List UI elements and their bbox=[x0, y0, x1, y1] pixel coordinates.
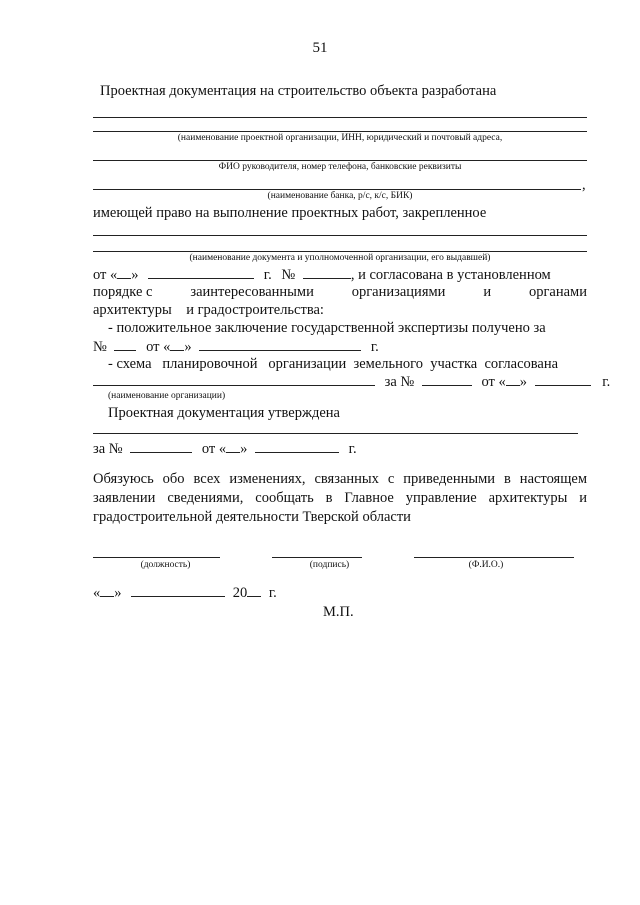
scheme-day-blank bbox=[506, 373, 520, 386]
caption-org: (наименование проектной организации, ИНН, юридический и почтовый адреса, bbox=[177, 133, 503, 143]
date-footer bbox=[93, 584, 277, 602]
expertise-number-label: № bbox=[93, 339, 107, 355]
day-blank bbox=[117, 266, 131, 279]
approved-day-blank bbox=[226, 440, 240, 453]
expertise-day-blank bbox=[170, 338, 184, 351]
order-word: и bbox=[483, 284, 492, 300]
name-signature-line bbox=[414, 557, 574, 558]
approved-year-label: г. bbox=[348, 441, 357, 457]
footer-century: 20 bbox=[232, 585, 248, 601]
org-name-line-2 bbox=[93, 131, 587, 132]
scheme-line bbox=[93, 373, 610, 391]
approved-number-label: за № bbox=[93, 441, 123, 457]
expertise-number-line bbox=[93, 338, 379, 356]
scheme-year-label: г. bbox=[602, 374, 611, 390]
scheme-text: - схема планировочной организации земельного участка согласована bbox=[108, 356, 559, 372]
position-signature-line bbox=[93, 557, 220, 558]
approved-month-blank bbox=[255, 440, 339, 453]
expertise-month-blank bbox=[199, 338, 361, 351]
document-line-2 bbox=[93, 251, 587, 252]
scheme-quote-close: » bbox=[519, 374, 528, 390]
caption-position: (должность) bbox=[140, 560, 191, 570]
expertise-quote-close: » bbox=[184, 339, 192, 355]
rights-text: имеющей право на выполнение проектных работ, закрепленное bbox=[93, 205, 487, 221]
scheme-number-label: за № bbox=[384, 374, 415, 390]
caption-document: (наименование документа и уполномоченной организации, его выдавшей) bbox=[189, 253, 491, 263]
order-word: организациями bbox=[351, 284, 446, 300]
number-blank bbox=[303, 266, 351, 279]
caption-signature: (подпись) bbox=[309, 560, 350, 570]
director-line bbox=[93, 160, 587, 161]
footer-quote-close: » bbox=[114, 585, 122, 601]
bank-line bbox=[93, 189, 581, 190]
caption-organization: (наименование организации) bbox=[108, 391, 226, 401]
date-from-label: от « bbox=[93, 267, 118, 283]
expertise-text: - положительное заключение государственной экспертизы получено за bbox=[108, 320, 546, 336]
order-word: порядке с bbox=[93, 284, 153, 300]
approved-quote-close: » bbox=[240, 441, 248, 457]
date-number-label: № bbox=[281, 267, 296, 283]
month-blank bbox=[148, 266, 254, 279]
caption-name: (Ф.И.О.) bbox=[468, 560, 504, 570]
scheme-number-blank bbox=[422, 373, 472, 386]
intro-text: Проектная документация на строительство объекта разработана bbox=[100, 83, 497, 99]
caption-bank: (наименование банка, р/с, к/с, БИК) bbox=[267, 191, 413, 201]
approved-number-blank bbox=[130, 440, 192, 453]
architecture-line: архитектуры и градостроительства: bbox=[93, 302, 324, 318]
approved-organization-line bbox=[93, 433, 578, 434]
date-rest-text: , и согласована в установленном bbox=[350, 267, 551, 283]
order-line bbox=[93, 284, 587, 301]
expertise-from-label: от « bbox=[146, 339, 171, 355]
scheme-from-label: от « bbox=[481, 374, 506, 390]
expertise-year-label: г. bbox=[370, 339, 379, 355]
stamp-label: М.П. bbox=[323, 604, 354, 620]
order-word: органами bbox=[528, 284, 587, 300]
footer-month-blank bbox=[131, 584, 225, 597]
footer-quote-open: « bbox=[93, 585, 101, 601]
bank-line-comma: , bbox=[582, 177, 586, 193]
date-line bbox=[93, 266, 587, 284]
expertise-number-blank bbox=[114, 338, 136, 351]
date-quote-close: » bbox=[131, 267, 139, 283]
order-word: заинтересованными bbox=[190, 284, 314, 300]
approved-line bbox=[93, 440, 357, 458]
org-name-line-1 bbox=[93, 117, 587, 118]
page-number: 51 bbox=[312, 40, 328, 56]
scheme-organization-blank bbox=[93, 373, 375, 386]
date-year-label: г. bbox=[263, 267, 272, 283]
approved-from-label: от « bbox=[201, 441, 227, 457]
document-line-1 bbox=[93, 235, 587, 236]
signature-line bbox=[272, 557, 362, 558]
scheme-month-blank bbox=[535, 373, 591, 386]
caption-director: ФИО руководителя, номер телефона, банковские реквизиты bbox=[218, 162, 462, 172]
footer-day-blank bbox=[100, 584, 114, 597]
approved-text: Проектная документация утверждена bbox=[108, 405, 340, 421]
obligation-text: Обязуюсь обо всех изменениях, связанных с приведенными в настоящем заявлении сведениями, сообщать в Главное управление архитектуры и градостроительной деятельности Тверской области bbox=[93, 471, 587, 525]
footer-year-label: г. bbox=[268, 585, 277, 601]
footer-year-blank bbox=[247, 584, 261, 597]
